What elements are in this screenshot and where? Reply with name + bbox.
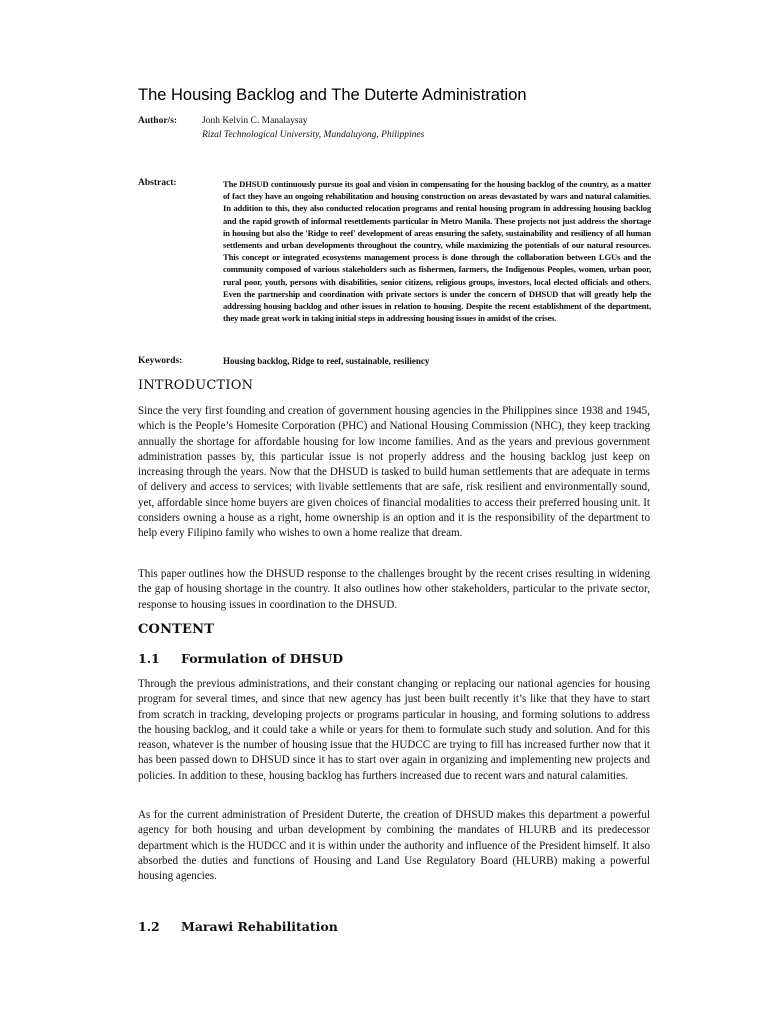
author-affiliation: Rizal Technological University, Mandaluyong, Philippines (202, 130, 425, 140)
content-heading: CONTENT (138, 622, 215, 637)
section-1-title: Formulation of DHSUD (181, 651, 344, 666)
section-2-number: 1.2 (138, 919, 160, 934)
keywords-label: Keywords: (138, 356, 183, 366)
section-1-paragraph-2: As for the current administration of President Duterte, the creation of DHSUD makes this department a powerful agency for both housing and urban development by combining the mandates of HLURB and its predecessor department which is the HUDCC and it is within under the authority and influence of the President himself. It also absorbed the duties and functions of Housing and Land Use Regulatory Board (HLURB) making a powerful housing agencies. (138, 809, 650, 883)
keywords-value: Housing backlog, Ridge to reef, sustainable, resiliency (223, 356, 430, 366)
intro-paragraph-2: This paper outlines how the DHSUD response to the challenges brought by the recent crises resulting in widening the gap of housing shortage in the country. It also outlines how other stakeholders, particular to the private sector, response to housing issues in coordination to the DHSUD. (138, 568, 650, 611)
abstract-text: The DHSUD continuously pursue its goal and vision in compensating for the housing backlog of the country, as a matter of fact they have an ongoing rehabilitation and housing construction on areas devastated by wars and natural calamities. In addition to this, they also conducted relocation programs and rental housing program in addressing housing backlog and the rapid growth of informal resettlements particular in Metro Manila. These projects not just address the shortage in housing but also the 'Ridge to reef' development of areas ensuring the safety, sustainability and resiliency of all human settlements and urban developments throughout the country, while maximizing the potentials of our natural resources. This concept or integrated ecosystems management process is done through the collaboration between LGUs and the community composed of various stakeholders such as fishermen, farmers, the Indigenous Peoples, women, urban poor, rural poor, youth, persons with disabilities, senior citizens, religious groups, investors, local elected officials and others. Even the partnership and coordination with private sectors is under the concern of DHSUD that will greatly help the addressing housing backlog and other issues in relation to housing. Despite the recent establishment of the department, they made great work in taking initial steps in addressing housing issues in amidst of the crises. (223, 179, 651, 324)
section-1-number: 1.1 (138, 651, 160, 666)
section-1-paragraph-1: Through the previous administrations, and their constant changing or replacing our national agencies for housing program for several times, and since that new agency has just been built recently it’s like that they have to start from scratch in tracking, developing projects or programs particular in housing, and forming solutions to address the housing backlog, and it could take a while or years for them to formulate such study and solution. And for this reason, whatever is the number of housing issue that the HUDCC are trying to fill has increased further now that it has been passed down to DHSUD since it has to start over again in organizing and implementing new projects and policies. In addition to these, housing backlog has furthers increased due to recent wars and natural calamities. (138, 678, 650, 782)
section-2-title: Marawi Rehabilitation (181, 919, 338, 934)
author-name: Jonh Kelvin C. Manalaysay (202, 116, 308, 126)
introduction-heading: INTRODUCTION (138, 378, 254, 393)
abstract-label: Abstract: (138, 178, 177, 188)
intro-paragraph-1: Since the very first founding and creation of government housing agencies in the Philippines since 1938 and 1945, which is the People’s Homesite Corporation (PHC) and National Housing Commission (NHC), they keep tracking annually the shortage for affordable housing for low income families. And as the years and previous government administration passes by, this particular issue is not properly address and the housing backlog just keep on increasing through the years. Now that the DHSUD is tasked to build human settlements that are adequate in terms of delivery and access to services; with livable settlements that are safe, risk resilient and environmentally sound, yet, affordable since home buyers are given choices of financial modalities to access their preferred housing unit. It considers owning a house as a right, home ownership is an option and it is the responsibility of the department to help every Filipino family who wishes to own a home realize that dream. (138, 405, 650, 540)
authors-label: Author/s: (138, 116, 178, 126)
paper-title: The Housing Backlog and The Duterte Administration (138, 86, 527, 104)
